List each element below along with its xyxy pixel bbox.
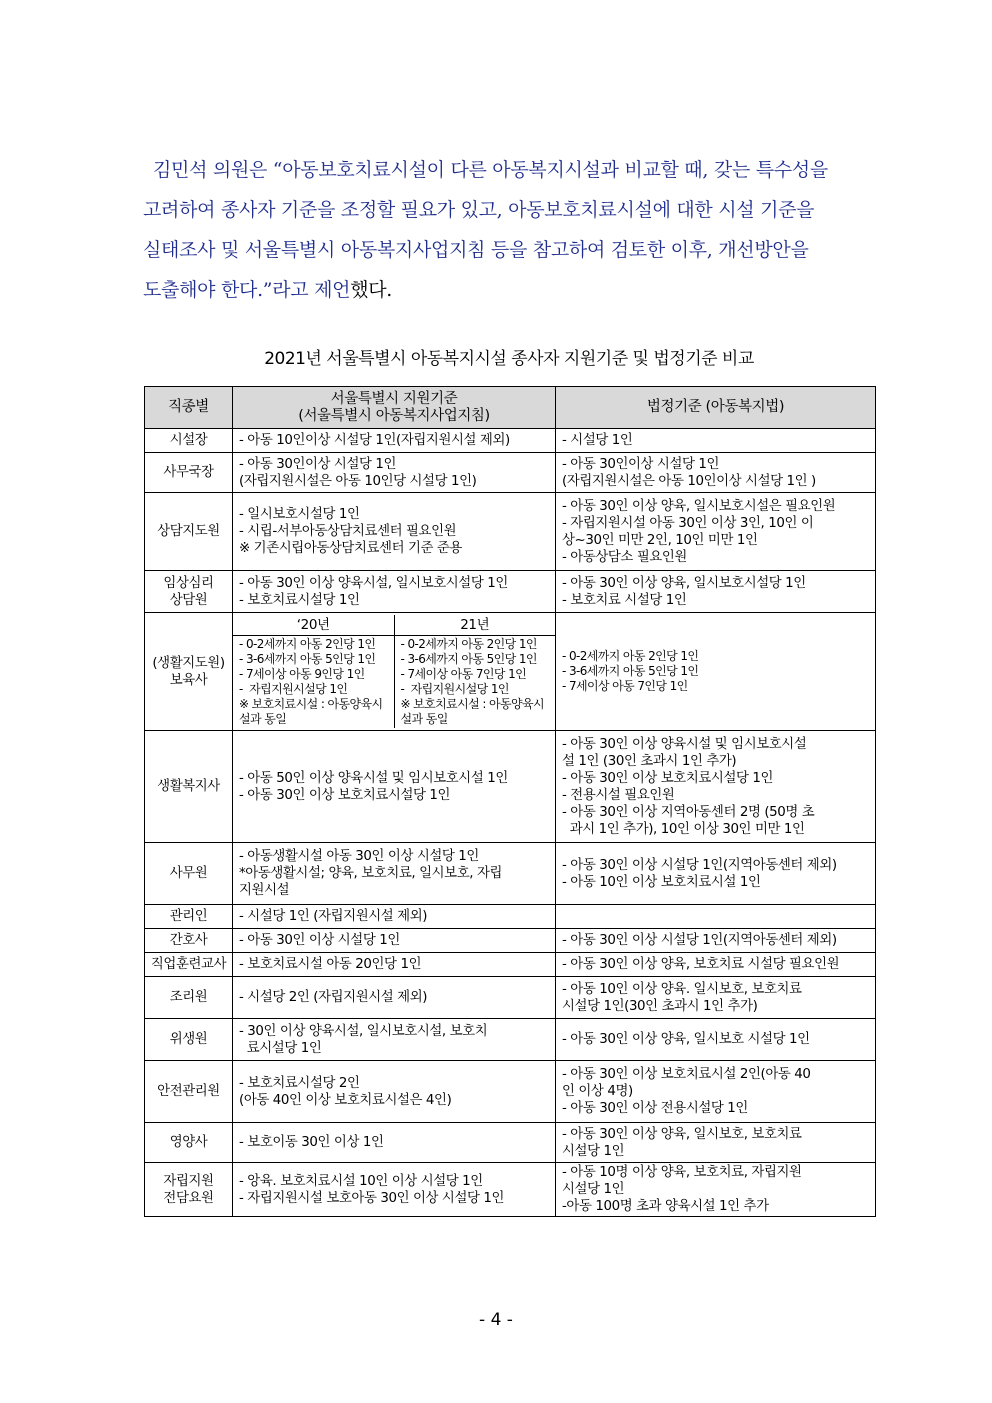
cell-line: (아동 40인 이상 보호치료시설은 4인) [239,1092,452,1108]
cell-line: 생활복지사 [157,779,220,794]
seoul-cell [233,843,556,905]
header-role: 직종별 [145,387,233,429]
table-row [145,953,876,977]
paragraph-line: 고려하여 종사자 기준을 조정할 필요가 있고, 아동보호치료시설에 대한 시설 기준을 [143,199,815,221]
cell-line: - 아동 30인 이상 양육, 일시보호시설당 1인 [562,575,806,591]
cell-line: 상담원 [169,592,208,608]
cell-line: - 3-6세까지 아동 5인당 1인 [239,651,376,666]
cell-line: 시설당 1인(30인 초과시 1인 추가) [562,998,758,1014]
role-cell: (생활지도원) 보육사 [145,613,233,731]
paragraph-last-line-tail: 했다. [350,279,393,301]
table-row [145,1123,876,1163]
seoul-cell [233,493,556,571]
role-cell [145,1061,233,1123]
cell-line: 사무원 [169,866,208,881]
cell-line: 직업훈련교사 [150,957,227,972]
cell-line: - 아동 30인 이상 양육시설 및 임시보호시설 [562,736,807,752]
cell-line: - 시설당 1인 [562,433,633,448]
cell-line: ※ 기존시립아동상담치료센터 기준 준용 [239,541,462,556]
cell-line: - 자립지원시설 아동 30인 이상 3인, 10인 이 [562,515,814,531]
cell-line: 임상심리 [163,575,214,591]
cell-line: 관리인 [169,909,208,924]
cell-line: 설 1인 (30인 초과시 1인 추가) [562,753,737,769]
year-21-criteria [394,635,555,728]
seoul-cell [233,1061,556,1123]
table-row [145,977,876,1019]
table-row [145,1163,876,1217]
cell-line: - 3-6세까지 아동 5인당 1인 [562,664,699,678]
cell-line: - 7세이상 아동 9인당 1인 [239,666,365,681]
cell-line: - 보호치료시설당 2인 [239,1075,360,1091]
table-row [145,731,876,843]
cell-line: - 자립지원시설당 1인 [400,681,509,696]
cell-line: - 아동 30인 이상 지역아동센터 2명 (50명 초 [562,804,815,820]
role-cell [145,905,233,929]
cell-line: - 0-2세까지 아동 2인당 1인 [562,649,699,663]
seoul-cell [233,429,556,453]
cell-line: 설과 동일 [400,711,448,726]
header-legal: 법정기준 (아동복지법) [556,387,876,429]
cell-line: - 아동 50인 이상 양육시설 및 임시보호시설 1인 [239,770,508,786]
cell-line: -아동 100명 초과 양육시설 1인 추가 [562,1199,769,1214]
cell-line: - 아동 10인 이상 양육. 일시보호, 보호치료 [562,981,802,997]
table-row [145,905,876,929]
seoul-cell [233,977,556,1019]
cell-line: 간호사 [169,933,208,948]
legal-cell [556,1019,876,1061]
role-cell [145,1123,233,1163]
table-row [145,571,876,613]
cell-line: 과시 1인 추가), 10인 이상 30인 미만 1인 [562,821,805,837]
cell-line: 인 이상 4명) [562,1084,633,1099]
seoul-cell [233,731,556,843]
cell-line: - 시설당 1인 (자립지원시설 제외) [239,909,428,924]
cell-line: 시설당 1인 [562,1143,625,1159]
cell-line: ※ 보호치료시설 : 아동양육시 [400,696,544,711]
legal-cell [556,493,876,571]
table-row [145,429,876,453]
table-row [145,493,876,571]
legal-cell [556,571,876,613]
cell-line: - 아동 30인 이상 양육, 일시보호, 보호치료 [562,1126,802,1142]
year-20-header: ‘20년 [233,615,394,635]
cell-line: - 7세이상 아동 7인당 1인 [400,666,527,681]
cell-line: - 아동 10인이상 시설당 1인(자립지원시설 제외) [239,433,510,448]
cell-line: - 아동 30인 이상 보호치료시설당 1인 [562,770,774,786]
cell-line: - 보호이동 30인 이상 1인 [239,1135,384,1150]
cell-line: - 보호치료 시설당 1인 [562,592,687,608]
cell-line: - 시설당 2인 (자립지원시설 제외) [239,990,428,1005]
cell-line: - 아동 30인 이상 양육시설, 일시보호시설당 1인 [239,575,508,591]
cell-line: - 아동 30인이상 시설당 1인 [239,456,397,472]
table-header-row [145,387,876,429]
cell-line: - 아동 10인 이상 보호치료시설 1인 [562,874,761,890]
cell-line: - 일시보호시설당 1인 [239,507,360,522]
table-caption: 2021년 서울특별시 아동복지시설 종사자 지원기준 및 법정기준 비교 [264,349,754,369]
table-row [145,929,876,953]
table-row [145,843,876,905]
legal-cell [556,429,876,453]
seoul-cell [233,1123,556,1163]
year-21-header: 21년 [394,615,555,635]
legal-cell [556,1163,876,1217]
cell-line: - 아동 30인이상 시설당 1인 [562,456,720,472]
role-cell [145,843,233,905]
legal-cell [556,1123,876,1163]
cell-line: - 보호치료시설 아동 20인당 1인 [239,957,422,972]
header-seoul: 서울특별시 지원기준 (서울특별시 아동복지사업지침) [233,387,556,429]
role-cell [145,953,233,977]
cell-line: - 아동 30인 이상 시설당 1인 [239,933,400,948]
seoul-cell [233,929,556,953]
cell-line: ※ 보호치료시설 : 아동양육시 [239,696,383,711]
cell-line: - 앙육. 보호치료시설 10인 이상 시설당 1인 [239,1173,483,1189]
cell-line: 전담요원 [163,1190,214,1206]
cell-line: 시설당 1인 [562,1182,625,1197]
role-cell [145,1019,233,1061]
seoul-cell [233,571,556,613]
cell-line: - 전용시설 필요인원 [562,787,675,803]
cell-line: - 아동상담소 필요인원 [562,549,687,565]
proposal-paragraph [143,150,858,310]
legal-cell [556,731,876,843]
cell-line: - 7세이상 아동 7인당 1인 [562,679,688,693]
legal-cell [556,453,876,493]
cell-line: - 자립지원시설 보호아동 30인 이상 시설당 1인 [239,1190,505,1206]
legal-cell [556,1061,876,1123]
cell-line: - 자립지원시설당 1인 [239,681,348,696]
role-cell [145,1163,233,1217]
seoul-cell [233,905,556,929]
cell-line: 료시설당 1인 [239,1040,322,1056]
role-cell [145,731,233,843]
seoul-cell [233,1163,556,1217]
paragraph-line [143,270,858,310]
seoul-cell [233,953,556,977]
cell-line: - 0-2세까지 아동 2인당 1인 [400,636,537,651]
cell-line: - 아동 30인 이상 양육, 보호치료 시설당 필요인원 [562,957,840,972]
cell-line: - 3-6세까지 아동 5인당 1인 [400,651,537,666]
cell-line: - 아동생활시설 아동 30인 이상 시설당 1인 [239,849,479,864]
cell-line: 자립지원 [163,1173,214,1189]
cell-line: - 아동 30인 이상 시설당 1인(지역아동센터 제외) [562,857,837,873]
cell-line: - 아동 30인 이상 양육, 일시보호시설은 필요인원 [562,498,836,514]
legal-cell [556,843,876,905]
role-cell [145,429,233,453]
cell-line: - 시립-서부아동상담치료센터 필요인원 [239,524,457,539]
role-cell [145,493,233,571]
paragraph-line: 실태조사 및 서울특별시 아동복지사업지침 등을 참고하여 검토한 이후, 개선방안을 [143,239,809,261]
seoul-cell [233,1019,556,1061]
cell-line: *아동생활시설; 양육, 보호치료, 일시보호, 자립 [239,866,503,881]
comparison-table [144,386,876,1217]
cell-line: - 아동 30인 이상 보호치료시설 2인(아동 40 [562,1067,811,1082]
cell-line: 사무국장 [163,465,214,480]
legal-cell [556,613,876,731]
cell-line: 상~30인 미만 2인, 10인 미만 1인 [562,532,758,548]
cell-line: 설과 동일 [239,711,287,726]
cell-line: (자립지원시설은 아동 10인당 시설당 1인) [239,473,477,489]
table-row [145,1061,876,1123]
role-cell [145,977,233,1019]
cell-line: - 30인 이상 양육시설, 일시보호시설, 보호치 [239,1023,488,1039]
seoul-cell [233,613,556,731]
table-row [145,613,876,731]
cell-line: - 0-2세까지 아동 2인당 1인 [239,636,376,651]
cell-line: 영양사 [169,1135,208,1150]
year-20-criteria [233,635,394,728]
paragraph-last-line: 도출해야 한다.”라고 제언 [143,279,351,301]
legal-cell [556,953,876,977]
year-comparison-subtable [233,615,555,728]
cell-line: - 아동 30인 이상 시설당 1인(지역아동센터 제외) [562,933,837,948]
legal-cell [556,929,876,953]
cell-line: 위생원 [169,1032,208,1047]
seoul-cell [233,453,556,493]
table-row [145,1019,876,1061]
cell-line: - 아동 30인 이상 전용시설당 1인 [562,1101,748,1116]
cell-line: 상담지도원 [157,524,220,539]
cell-line: (자립지원시설은 아동 10인이상 시설당 1인 ) [562,473,816,489]
cell-line: 조리원 [169,990,208,1005]
role-cell [145,453,233,493]
role-cell [145,929,233,953]
cell-line: 안전관리원 [157,1084,220,1099]
page-number: - 4 - [479,1310,513,1330]
cell-line: - 아동 30인 이상 양육, 일시보호 시설당 1인 [562,1032,810,1047]
cell-line: 시설장 [169,433,208,448]
table-row [145,453,876,493]
cell-line: - 아동 30인 이상 보호치료시설당 1인 [239,787,451,803]
cell-line: 지원시설 [239,883,290,898]
legal-cell [556,905,876,929]
legal-cell [556,977,876,1019]
cell-line: - 보호치료시설당 1인 [239,592,360,608]
cell-line: - 아동 10명 이상 양육, 보호치료, 자립지원 [562,1165,802,1180]
paragraph-line: 김민석 의원은 “아동보호치료시설이 다른 아동복지시설과 비교할 때, 갖는 특수성을 [153,159,828,181]
role-cell [145,571,233,613]
